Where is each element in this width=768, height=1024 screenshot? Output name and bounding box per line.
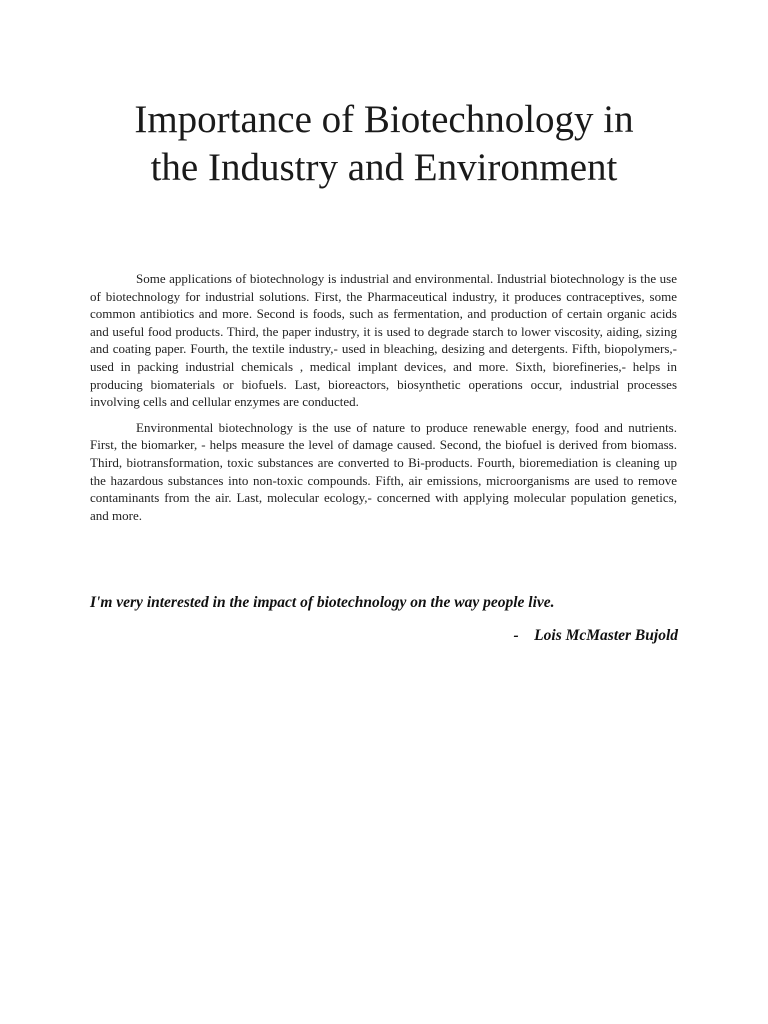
body-text (90, 270, 677, 532)
paragraph-industrial: Some applications of biotechnology is industrial and environmental. Industrial biotechnology is the use of biotechnology for industrial solutions. First, the Pharmaceutical industry, it produces contraceptives, some common antibiotics and more. Second is foods, such as fermentation, and production of certain organic acids and useful food products. Third, the paper industry, it is used to degrade starch to lower viscosity, aiding, sizing and coating paper. Fourth, the textile industry,- used in bleaching, desizing and detergents. Fifth, biopolymers,- used in packing industrial chemicals , medical implant devices, and more. Sixth, biorefineries,- helps in producing biomaterials or biofuels. Last, bioreactors, biosynthetic operations occur, industrial processes involving cells and cellular enzymes are conducted. (90, 271, 677, 410)
title-line-2: the Industry and Environment (150, 146, 618, 189)
page-title (60, 96, 708, 192)
title-line-1: Importance of Biotechnology in (134, 98, 634, 141)
quote-attribution: - Lois McMaster Bujold (513, 627, 678, 644)
quote: I'm very interested in the impact of biotechnology on the way people live. (90, 594, 555, 611)
paragraph-environmental: Environmental biotechnology is the use of nature to produce renewable energy, food and nutrients. First, the biomarker, - helps measure the level of damage caused. Second, the biofuel is derived from biomass. Third, biotransformation, toxic substances are converted to Bi-products. Fourth, bioremediation is cleaning up the hazardous substances into non-toxic compounds. Fifth, air emissions, microorganisms are used to remove contaminants from the air. Last, molecular ecology,- concerned with applying molecular population genetics, and more. (90, 419, 677, 523)
